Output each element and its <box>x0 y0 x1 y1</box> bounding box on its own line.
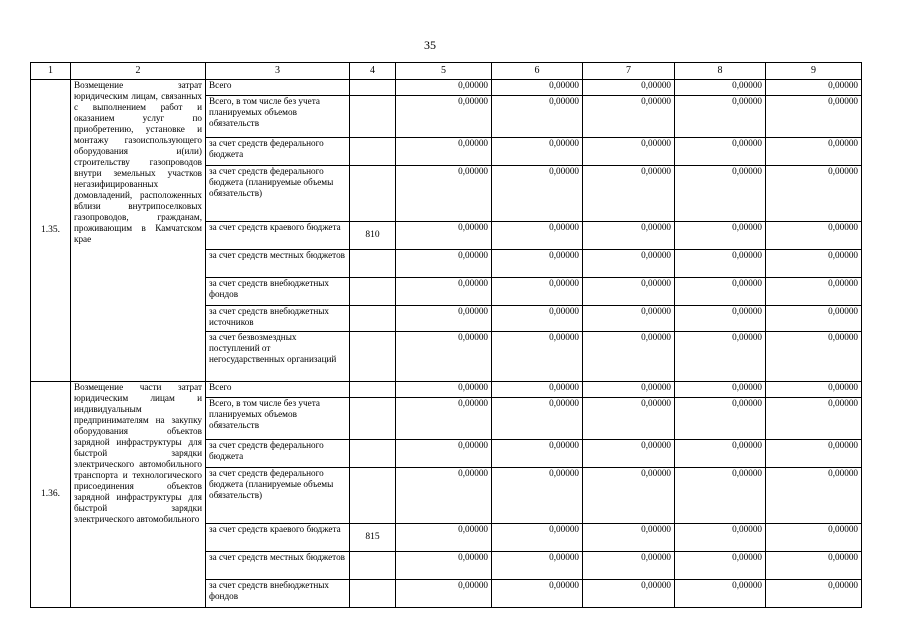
amount-cell: 0,00000 <box>396 398 492 440</box>
amount-cell: 0,00000 <box>583 138 675 166</box>
column-header: 7 <box>583 63 675 80</box>
budget-code-empty <box>350 580 396 608</box>
amount-cell: 0,00000 <box>396 580 492 608</box>
budget-code-empty <box>350 332 396 382</box>
amount-cell: 0,00000 <box>675 278 766 306</box>
amount-cell: 0,00000 <box>583 250 675 278</box>
table-row <box>31 80 862 96</box>
budget-code-empty <box>350 166 396 222</box>
amount-cell: 0,00000 <box>396 552 492 580</box>
amount-cell: 0,00000 <box>675 250 766 278</box>
amount-cell: 0,00000 <box>675 398 766 440</box>
column-header: 4 <box>350 63 396 80</box>
amount-cell: 0,00000 <box>583 332 675 382</box>
budget-code-empty <box>350 398 396 440</box>
amount-cell: 0,00000 <box>583 222 675 250</box>
amount-cell: 0,00000 <box>766 166 862 222</box>
amount-cell: 0,00000 <box>396 138 492 166</box>
amount-cell: 0,00000 <box>492 306 583 332</box>
funding-source: за счет средств федерального бюджета <box>206 440 350 468</box>
funding-source: за счет безвозмездных поступлений от негосударственных организаций <box>206 332 350 382</box>
amount-cell: 0,00000 <box>492 440 583 468</box>
amount-cell: 0,00000 <box>675 96 766 138</box>
amount-cell: 0,00000 <box>396 166 492 222</box>
budget-table <box>30 62 862 608</box>
amount-cell: 0,00000 <box>583 580 675 608</box>
budget-code-empty <box>350 552 396 580</box>
budget-code-empty <box>350 468 396 524</box>
amount-cell: 0,00000 <box>492 80 583 96</box>
table-row <box>31 382 862 398</box>
column-header: 2 <box>71 63 206 80</box>
funding-source: за счет средств краевого бюджета <box>206 222 350 250</box>
amount-cell: 0,00000 <box>492 278 583 306</box>
amount-cell: 0,00000 <box>766 332 862 382</box>
amount-cell: 0,00000 <box>396 332 492 382</box>
funding-source: за счет средств федерального бюджета <box>206 138 350 166</box>
amount-cell: 0,00000 <box>583 166 675 222</box>
amount-cell: 0,00000 <box>766 96 862 138</box>
funding-source: Всего, в том числе без учета планируемых объемов обязательств <box>206 96 350 138</box>
column-header: 6 <box>492 63 583 80</box>
funding-source: за счет средств местных бюджетов <box>206 552 350 580</box>
amount-cell: 0,00000 <box>583 440 675 468</box>
funding-source: Всего <box>206 382 350 398</box>
amount-cell: 0,00000 <box>583 278 675 306</box>
amount-cell: 0,00000 <box>766 222 862 250</box>
column-header: 8 <box>675 63 766 80</box>
amount-cell: 0,00000 <box>583 468 675 524</box>
amount-cell: 0,00000 <box>675 382 766 398</box>
amount-cell: 0,00000 <box>492 524 583 552</box>
item-number: 1.35. <box>31 80 71 382</box>
column-header: 3 <box>206 63 350 80</box>
amount-cell: 0,00000 <box>492 398 583 440</box>
amount-cell: 0,00000 <box>766 398 862 440</box>
funding-source: Всего <box>206 80 350 96</box>
amount-cell: 0,00000 <box>766 580 862 608</box>
amount-cell: 0,00000 <box>396 222 492 250</box>
amount-cell: 0,00000 <box>492 250 583 278</box>
amount-cell: 0,00000 <box>766 382 862 398</box>
funding-source: за счет средств федерального бюджета (планируемые объемы обязательств) <box>206 468 350 524</box>
amount-cell: 0,00000 <box>766 552 862 580</box>
amount-cell: 0,00000 <box>766 440 862 468</box>
amount-cell: 0,00000 <box>396 96 492 138</box>
amount-cell: 0,00000 <box>766 250 862 278</box>
amount-cell: 0,00000 <box>583 552 675 580</box>
amount-cell: 0,00000 <box>583 524 675 552</box>
page-number: 35 <box>424 38 436 52</box>
funding-source: за счет средств внебюджетных фондов <box>206 580 350 608</box>
budget-code-empty <box>350 382 396 398</box>
item-description: Возмещение затрат юридическим лицам, связанных с выполнением работ и оказанием услуг по приобретению, установке и монтажу газоиспользующего оборудования и(или) строительству газопроводов внутри земельных участков негазифицированных домовладений, расположенных вблизи внутрипоселковых газопроводов, гражданам, проживающим в Камчатском крае <box>71 80 206 382</box>
amount-cell: 0,00000 <box>492 166 583 222</box>
budget-code: 815 <box>350 524 396 552</box>
amount-cell: 0,00000 <box>766 468 862 524</box>
budget-code-empty <box>350 80 396 96</box>
amount-cell: 0,00000 <box>675 468 766 524</box>
amount-cell: 0,00000 <box>492 382 583 398</box>
amount-cell: 0,00000 <box>492 580 583 608</box>
amount-cell: 0,00000 <box>583 96 675 138</box>
amount-cell: 0,00000 <box>583 382 675 398</box>
budget-code-empty <box>350 96 396 138</box>
amount-cell: 0,00000 <box>766 138 862 166</box>
amount-cell: 0,00000 <box>396 524 492 552</box>
amount-cell: 0,00000 <box>583 80 675 96</box>
funding-source: за счет средств внебюджетных фондов <box>206 278 350 306</box>
budget-code-empty <box>350 138 396 166</box>
amount-cell: 0,00000 <box>396 382 492 398</box>
amount-cell: 0,00000 <box>396 306 492 332</box>
column-header: 1 <box>31 63 71 80</box>
amount-cell: 0,00000 <box>766 80 862 96</box>
amount-cell: 0,00000 <box>583 398 675 440</box>
amount-cell: 0,00000 <box>766 524 862 552</box>
amount-cell: 0,00000 <box>675 138 766 166</box>
amount-cell: 0,00000 <box>675 332 766 382</box>
amount-cell: 0,00000 <box>675 306 766 332</box>
amount-cell: 0,00000 <box>675 552 766 580</box>
item-number: 1.36. <box>31 382 71 608</box>
budget-code-empty <box>350 278 396 306</box>
amount-cell: 0,00000 <box>492 222 583 250</box>
amount-cell: 0,00000 <box>492 332 583 382</box>
amount-cell: 0,00000 <box>492 552 583 580</box>
amount-cell: 0,00000 <box>675 80 766 96</box>
funding-source: за счет средств краевого бюджета <box>206 524 350 552</box>
funding-source: за счет средств федерального бюджета (планируемые объемы обязательств) <box>206 166 350 222</box>
amount-cell: 0,00000 <box>396 250 492 278</box>
amount-cell: 0,00000 <box>396 80 492 96</box>
column-header: 9 <box>766 63 862 80</box>
amount-cell: 0,00000 <box>396 468 492 524</box>
amount-cell: 0,00000 <box>675 524 766 552</box>
amount-cell: 0,00000 <box>675 580 766 608</box>
funding-source: за счет средств местных бюджетов <box>206 250 350 278</box>
item-description: Возмещение части затрат юридическим лицам и индивидуальным предпринимателям на закупку оборудования объектов зарядной инфраструктуры для быстрой зарядки электрического автомобильного транспорта и технологического присоединения объектов зарядной инфраструктуры для быстрой зарядки электрического автомобильного <box>71 382 206 608</box>
amount-cell: 0,00000 <box>492 96 583 138</box>
amount-cell: 0,00000 <box>492 468 583 524</box>
budget-code-empty <box>350 250 396 278</box>
amount-cell: 0,00000 <box>396 278 492 306</box>
amount-cell: 0,00000 <box>675 166 766 222</box>
funding-source: за счет средств внебюджетных источников <box>206 306 350 332</box>
amount-cell: 0,00000 <box>675 222 766 250</box>
amount-cell: 0,00000 <box>583 306 675 332</box>
amount-cell: 0,00000 <box>675 440 766 468</box>
budget-code-empty <box>350 440 396 468</box>
funding-source: Всего, в том числе без учета планируемых объемов обязательств <box>206 398 350 440</box>
amount-cell: 0,00000 <box>766 278 862 306</box>
amount-cell: 0,00000 <box>492 138 583 166</box>
header-row <box>31 63 862 80</box>
budget-code: 810 <box>350 222 396 250</box>
budget-code-empty <box>350 306 396 332</box>
amount-cell: 0,00000 <box>396 440 492 468</box>
column-header: 5 <box>396 63 492 80</box>
amount-cell: 0,00000 <box>766 306 862 332</box>
